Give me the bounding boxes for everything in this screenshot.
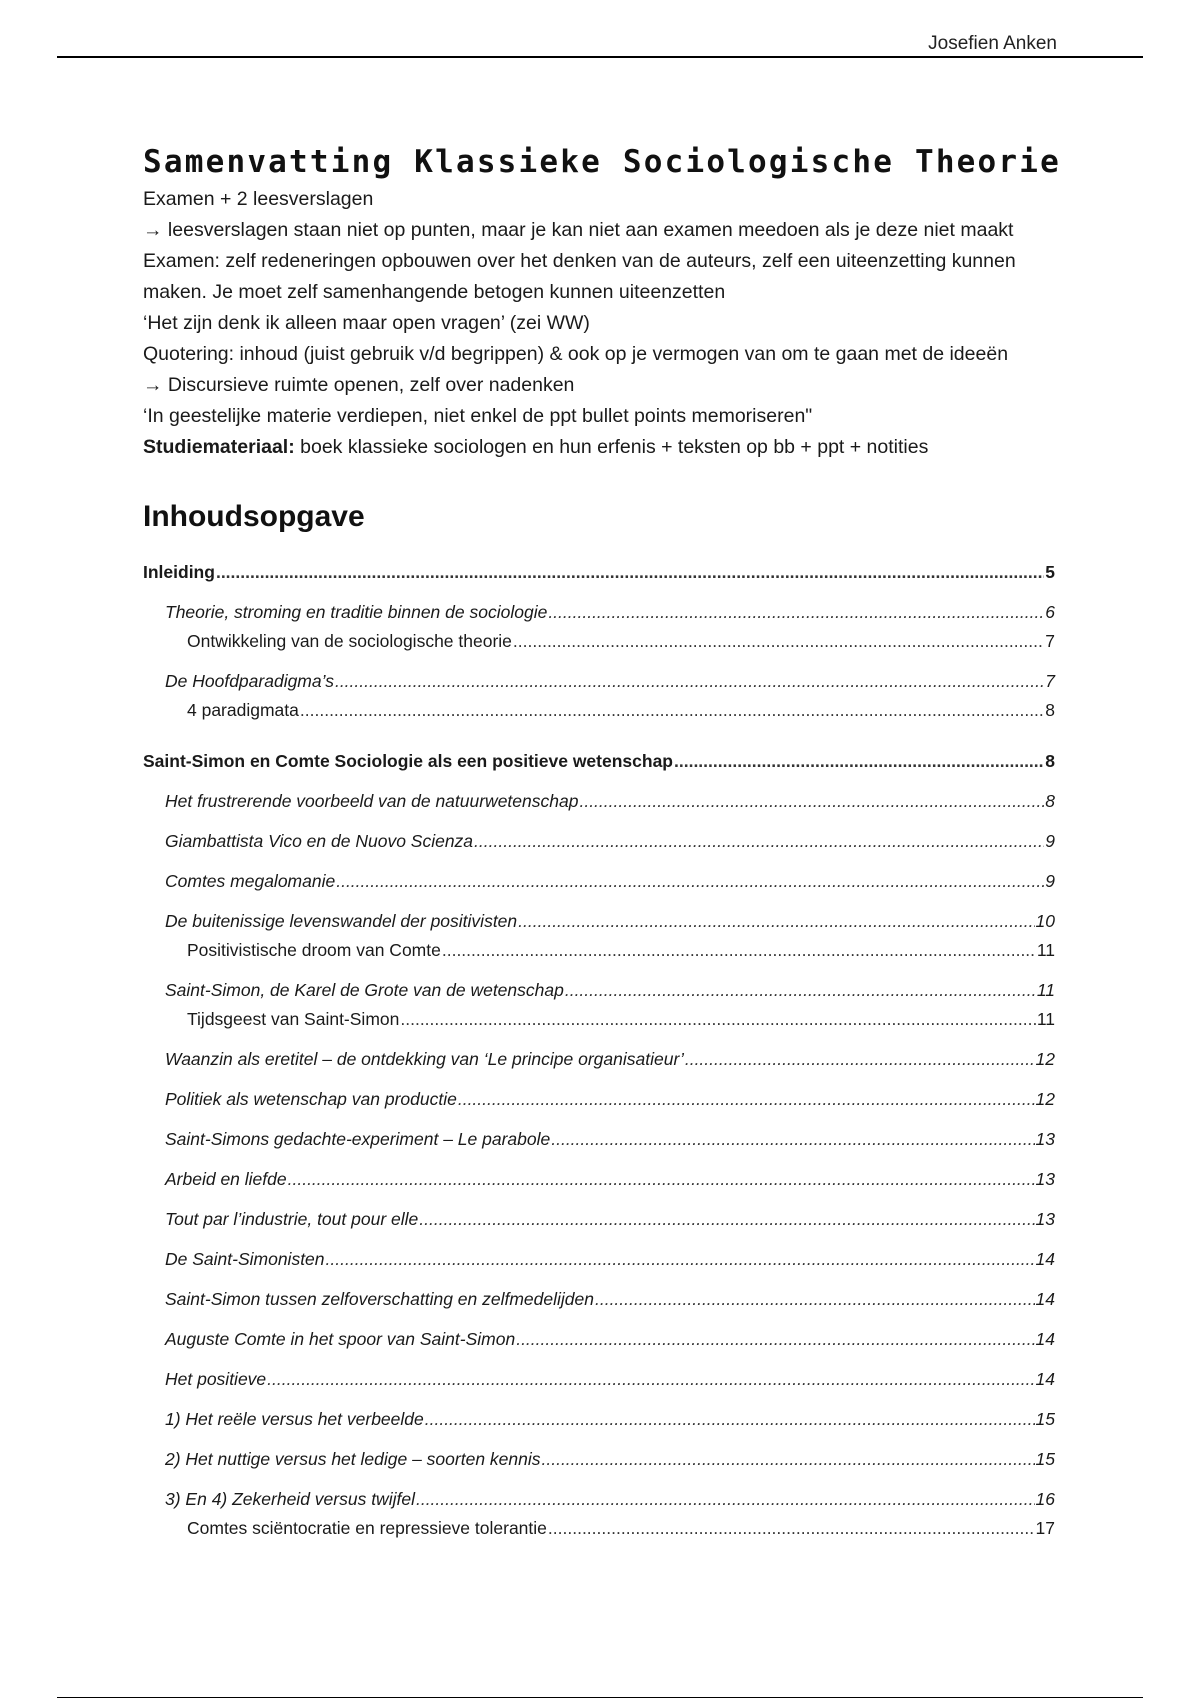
toc-entry[interactable] (143, 599, 1055, 625)
toc-entry-title: Waanzin als eretitel – de ontdekking van ‘Le principe organisatieur’ (165, 1049, 684, 1069)
toc-entry-page: 15 (1035, 1409, 1055, 1429)
toc-entry-title: 3) En 4) Zekerheid versus twijfel (165, 1489, 415, 1509)
toc-entry-page: 12 (1035, 1049, 1055, 1069)
toc-entry[interactable] (143, 1206, 1055, 1232)
toc-entry-page: 13 (1035, 1129, 1055, 1149)
toc-entry[interactable] (143, 668, 1055, 694)
toc-entry[interactable] (143, 1126, 1055, 1152)
toc-dot-leader (335, 668, 1044, 694)
toc-entry-title: Saint-Simon, de Karel de Grote van de wetenschap (165, 980, 564, 1000)
toc-entry[interactable] (143, 1046, 1055, 1072)
toc-entry-page: 14 (1035, 1289, 1055, 1309)
toc-dot-leader (400, 1006, 1035, 1032)
toc-dot-leader (579, 788, 1044, 814)
toc-entry[interactable] (143, 628, 1055, 654)
toc-entry-title: Positivistische droom van Comte (187, 940, 441, 960)
toc-entry[interactable] (143, 1006, 1055, 1032)
toc-entry-page: 11 (1036, 940, 1055, 960)
toc-dot-leader (458, 1086, 1035, 1112)
toc-entry-page: 14 (1035, 1249, 1055, 1269)
toc-entry-page: 6 (1045, 602, 1055, 622)
toc-entry[interactable] (143, 1326, 1055, 1352)
study-material-text: boek klassieke sociologen en hun erfenis + teksten op bb + ppt + notities (294, 436, 929, 458)
toc-entry-title: Comtes sciëntocratie en repressieve tolerantie (187, 1518, 547, 1538)
toc-dot-leader (516, 1326, 1034, 1352)
toc-entry-title: Het positieve (165, 1369, 267, 1389)
toc-heading: Inhoudsopgave (143, 500, 365, 533)
header-rule (57, 56, 1143, 58)
toc-entry-title: Het frustrerende voorbeeld van de natuurwetenschap (165, 791, 579, 811)
toc-entry-page: 9 (1045, 831, 1055, 851)
toc-entry-title: Tout par l’industrie, tout pour elle (165, 1209, 419, 1229)
toc-entry-page: 13 (1035, 1169, 1055, 1189)
toc-entry-page: 16 (1035, 1489, 1055, 1509)
toc-entry-page: 7 (1045, 631, 1055, 651)
toc-entry-page: 7 (1045, 671, 1055, 691)
toc-entry-title: Saint-Simons gedachte-experiment – Le parabole (165, 1129, 551, 1149)
intro-line: → leesverslagen staan niet op punten, maar je kan niet aan examen meedoen als je deze niet maakt (143, 219, 1014, 241)
toc-entry-page: 5 (1045, 562, 1055, 582)
toc-entry-title: De Saint-Simonisten (165, 1249, 325, 1269)
toc-dot-leader (548, 599, 1044, 625)
toc-dot-leader (685, 1046, 1035, 1072)
toc-dot-leader (336, 868, 1044, 894)
intro-line: Examen: zelf redeneringen opbouwen over het denken van de auteurs, zelf een uiteenzetting kunnen (143, 250, 1016, 272)
toc-dot-leader (442, 937, 1036, 963)
intro-line: ‘Het zijn denk ik alleen maar open vragen’ (zei WW) (143, 312, 590, 334)
intro-line: Examen + 2 leesverslagen (143, 188, 374, 210)
toc-entry-title: Politiek als wetenschap van productie (165, 1089, 457, 1109)
toc-entry-title: De Hoofdparadigma’s (165, 671, 334, 691)
intro-line: ‘In geestelijke materie verdiepen, niet enkel de ppt bullet points memoriseren" (143, 405, 813, 427)
header-author: Josefien Anken (928, 33, 1057, 54)
toc-entry-page: 8 (1045, 700, 1055, 720)
toc-entry-title: 4 paradigmata (187, 700, 299, 720)
toc-dot-leader (474, 828, 1044, 854)
document-title: Samenvatting Klassieke Sociologische Theorie (143, 144, 1061, 180)
toc-entry-page: 11 (1036, 1009, 1055, 1029)
toc-entry[interactable] (143, 1446, 1055, 1472)
toc-entry[interactable] (143, 1406, 1055, 1432)
toc-dot-leader (416, 1486, 1035, 1512)
toc-entry[interactable] (143, 788, 1055, 814)
toc-entry-page: 14 (1035, 1329, 1055, 1349)
intro-line: → Discursieve ruimte openen, zelf over nadenken (143, 374, 575, 396)
toc-entry-page: 8 (1045, 791, 1055, 811)
toc-entry-page: 17 (1035, 1518, 1055, 1538)
toc-dot-leader (216, 559, 1044, 585)
page-content (143, 140, 1061, 1541)
toc-entry[interactable] (143, 1366, 1055, 1392)
toc-entry[interactable] (143, 1166, 1055, 1192)
toc-dot-leader (565, 977, 1036, 1003)
toc-entry-title: Saint-Simon tussen zelfoverschatting en zelfmedelijden (165, 1289, 594, 1309)
toc-entry-title: Auguste Comte in het spoor van Saint-Simon (165, 1329, 516, 1349)
toc-entry[interactable] (143, 559, 1055, 585)
toc-entry[interactable] (143, 828, 1055, 854)
toc-dot-leader (518, 908, 1034, 934)
toc-entry-page: 13 (1035, 1209, 1055, 1229)
toc-entry-page: 8 (1045, 751, 1055, 771)
toc-dot-leader (288, 1166, 1035, 1192)
toc-dot-leader (595, 1286, 1035, 1312)
toc-entry[interactable] (143, 908, 1055, 934)
toc-entry-title: Giambattista Vico en de Nuovo Scienza (165, 831, 474, 851)
toc-dot-leader (513, 628, 1044, 654)
toc-entry[interactable] (143, 748, 1055, 774)
toc-dot-leader (326, 1246, 1035, 1272)
toc-entry-page: 11 (1036, 980, 1055, 1000)
toc-entry-title: Ontwikkeling van de sociologische theorie (187, 631, 512, 651)
toc-entry-title: 1) Het reële versus het verbeelde (165, 1409, 424, 1429)
toc-entry-page: 9 (1045, 871, 1055, 891)
toc-entry-title: De buitenissige levenswandel der positivisten (165, 911, 518, 931)
toc-entry-page: 12 (1035, 1089, 1055, 1109)
toc-entry[interactable] (143, 1086, 1055, 1112)
toc-dot-leader (425, 1406, 1035, 1432)
toc-entry[interactable] (143, 977, 1055, 1003)
toc-dot-leader (300, 697, 1044, 723)
toc-entry-title: Tijdsgeest van Saint-Simon (187, 1009, 400, 1029)
intro-line: Quotering: inhoud (juist gebruik v/d begrippen) & ook op je vermogen van om te gaan met de ideeën (143, 343, 1009, 365)
toc-entry[interactable] (143, 868, 1055, 894)
toc-dot-leader (419, 1206, 1034, 1232)
toc-dot-leader (674, 748, 1044, 774)
toc-entry-page: 14 (1035, 1369, 1055, 1389)
toc-entry[interactable] (143, 1286, 1055, 1312)
footer-rule (57, 1697, 1143, 1698)
toc-dot-leader (542, 1446, 1035, 1472)
toc-dot-leader (551, 1126, 1034, 1152)
toc-entry[interactable] (143, 1486, 1055, 1512)
toc-entry-title: Comtes megalomanie (165, 871, 336, 891)
toc-entry[interactable] (143, 1515, 1055, 1541)
study-material-line (143, 432, 1055, 463)
toc-entry-title: Saint-Simon en Comte Sociologie als een positieve wetenschap (143, 751, 673, 771)
toc-entry-page: 10 (1035, 911, 1055, 931)
intro-line: maken. Je moet zelf samenhangende betogen kunnen uiteenzetten (143, 281, 726, 303)
toc-entry[interactable] (143, 937, 1055, 963)
toc-dot-leader (267, 1366, 1034, 1392)
table-of-contents (143, 559, 1055, 1541)
toc-entry-title: Arbeid en liefde (165, 1169, 287, 1189)
study-material-label: Studiemateriaal: (143, 436, 295, 458)
toc-entry[interactable] (143, 1246, 1055, 1272)
intro-section (143, 184, 1055, 463)
toc-entry-title: Theorie, stroming en traditie binnen de sociologie (165, 602, 548, 622)
toc-entry[interactable] (143, 697, 1055, 723)
toc-entry-title: 2) Het nuttige versus het ledige – soorten kennis (165, 1449, 541, 1469)
toc-dot-leader (548, 1515, 1035, 1541)
toc-entry-page: 15 (1035, 1449, 1055, 1469)
toc-entry-title: Inleiding (143, 562, 215, 582)
